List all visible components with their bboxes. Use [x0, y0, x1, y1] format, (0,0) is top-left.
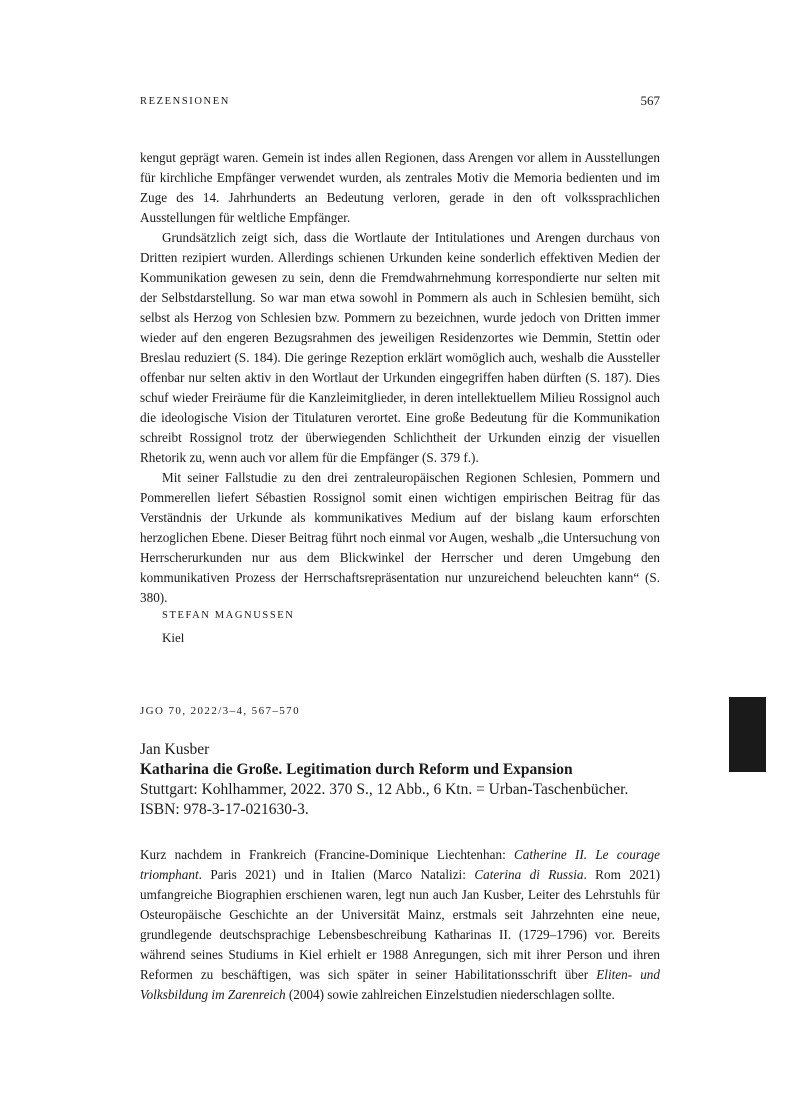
section-thumb-tab [729, 697, 766, 772]
text-run: . Paris 2021) und in Italien (Marco Natalizi: [198, 867, 475, 882]
page-number: 567 [640, 93, 660, 108]
text-run: . Rom 2021) umfangreiche Biographien erschienen waren, legt nun auch Jan Kusber, Leiter des Lehrstuhls für Osteuropäische Geschichte an der Universität Mainz, erstmals seit Jahrzehnten eine neue, grundlegende deutschsprachige Lebensbeschreibung Katharinas II. (1729–1796) vor. Bereits während seines Studiums in Kiel erhielt er 1988 Anregungen, sich mit ihrer Person und ihren Reformen zu beschäftigen, was sich später in seiner Habilitationsschrift über [140, 867, 661, 982]
running-head: REZENSIONEN [140, 96, 230, 107]
text-run: Kurz nachdem in Frankreich (Francine-Dominique Liechtenhan: [140, 847, 514, 862]
book-header [140, 740, 680, 820]
italic-title: Catherine II. Le courage triomphant [140, 847, 661, 882]
text-run: (2004) sowie zahlreichen Einzelstudien niederschlagen sollte. [285, 987, 615, 1002]
reviewer-signature [162, 605, 294, 649]
reviewer-name: STEFAN MAGNUSSEN [162, 610, 295, 621]
italic-title: Caterina di Russia [474, 867, 584, 882]
book-author: Jan Kusber [140, 741, 210, 758]
paragraph: kengut geprägt waren. Gemein ist indes allen Regionen, dass Arengen vor allem in Ausstellungen für kirchliche Empfänger verwendet wurden, als zentrales Motiv die Memoria bedienten und im Zuge des 14. Jahrhunderts an Bedeutung verloren, gerade in den oft volkssprachlichen Ausstellungen für weltliche Empfänger. [140, 150, 660, 225]
book-title: Katharina die Große. Legitimation durch Reform und Expansion [140, 761, 573, 778]
journal-citation: JGO 70, 2022/3–4, 567–570 [140, 705, 300, 717]
book-publication: Stuttgart: Kohlhammer, 2022. 370 S., 12 Abb., 6 Ktn. = Urban-Taschenbücher. [140, 781, 629, 798]
book-isbn: ISBN: 978-3-17-021630-3. [140, 801, 309, 818]
paragraph: Mit seiner Fallstudie zu den drei zentraleuropäischen Regionen Schlesien, Pommern und Pommerellen liefert Sébastien Rossignol somit einen wichtigen empirischen Beitrag für das Verständnis der Urkunde als kommunikatives Medium auf der bislang kaum erforschten herzoglichen Ebene. Dieser Beitrag führt noch einmal vor Augen, weshalb „die Untersuchung von Herrscherurkunden nur aus dem Blickwinkel der Herrscher und deren Umgebung den kommunikativen Prozess der Herrschaftsrepräsentation nur unzureichend beleuchten kann“ (S. 380). [140, 470, 660, 605]
reviewer-location: Kiel [162, 630, 185, 645]
paragraph: Grundsätzlich zeigt sich, dass die Wortlaute der Intitulationes und Arengen durchaus von Dritten rezipiert wurden. Allerdings schienen Urkunden keine sonderlich effektiven Medien der Kommunikation gewesen zu sein, denn die Fremdwahrnehmung korrespondierte nur selten mit der Selbstdarstellung. So war man etwa sowohl in Pommern als auch in Schlesien bemüht, sich selbst als Herzog von Schlesien bzw. Pommern zu bezeichnen, wurde jedoch von Dritten immer wieder auf den engeren Bezugsrahmen des jeweiligen Residenzortes wie Demmin, Stettin oder Breslau reduziert (S. 184). Die geringe Rezeption erklärt womöglich auch, weshalb die Aussteller offenbar nur selten aktiv in den Wortlaut der Urkunden eingegriffen haben dürften (S. 187). Dies schuf wieder Freiräume für die Kanzleimitglieder, in deren intellektuellem Milieu Rossignol auch die ideologische Vision der Titulaturen verortet. Eine große Bedeutung für die Kommunikation schreibt Rossignol trotz der überwiegenden Schlichtheit der Urkunden einzig der visuellen Rhetorik zu, wenn auch vor allem für die Empfänger (S. 379 f.). [140, 230, 660, 465]
paragraph [140, 845, 660, 1005]
review-continuation [140, 148, 660, 608]
italic-title: Eliten- und Volksbildung im Zarenreich [140, 967, 660, 1002]
review-text [140, 845, 660, 1005]
